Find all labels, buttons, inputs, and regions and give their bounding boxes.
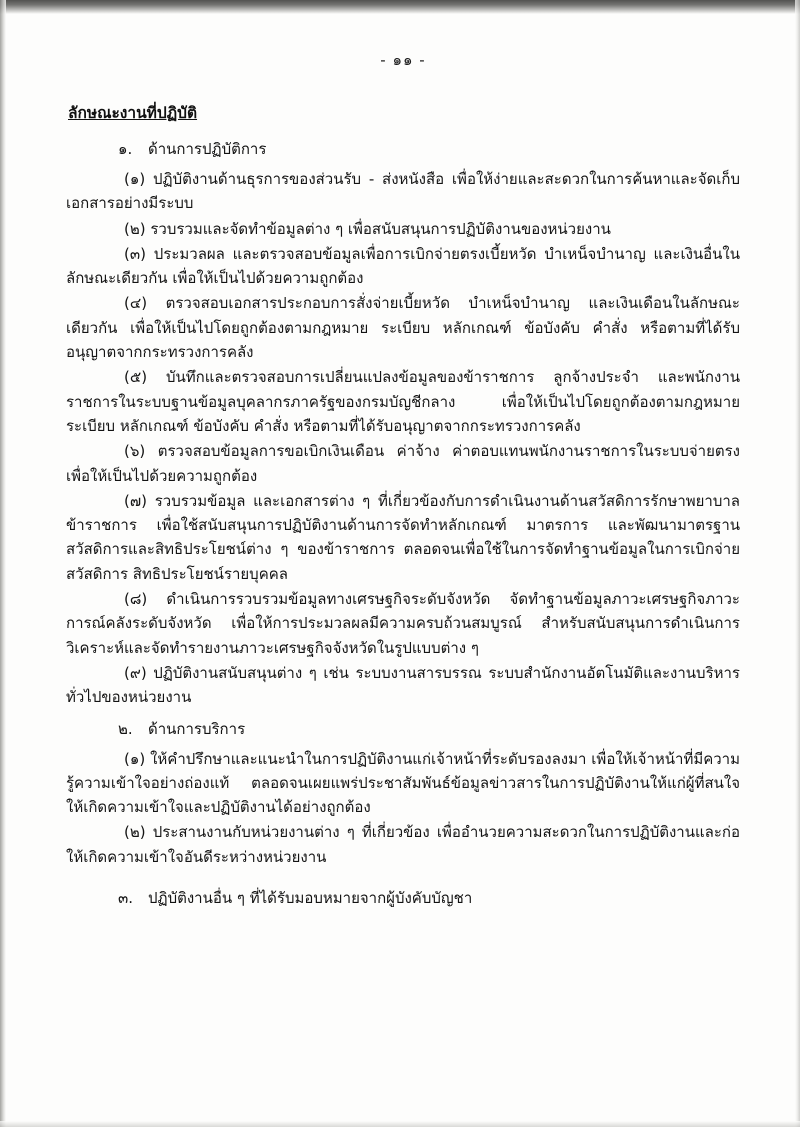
section-number: ๑. <box>118 140 133 158</box>
list-item: (๓) ประมวลผล และตรวจสอบข้อมูลเพื่อการเบิกจ่ายตรงเบี้ยหวัด บำเหน็จบำนาญ และเงินอื่นในลักษณะเดียวกัน เพื่อให้เป็นไปด้วยความถูกต้อง <box>66 244 740 288</box>
list-item: (๖) ตรวจสอบข้อมูลการขอเบิกเงินเดือน ค่าจ้าง ค่าตอบแทนพนักงานราชการในระบบจ่ายตรงเพื่อให้เป็นไปด้วยความถูกต้อง <box>66 442 740 485</box>
list-item: (๗) รวบรวมข้อมูล และเอกสารต่าง ๆ ที่เกี่ยวข้องกับการดำเนินงานด้านสวัสดิการรักษาพยาบาลข้าราชการ เพื่อใช้สนับสนุนการปฏิบัติงานด้านการจัดทำหลักเกณฑ์ มาตรการ และพัฒนามาตรฐานสวัสดิการและสิทธิประโยชน์ต่าง ๆ ของข้าราชการ ตลอดจนเพื่อใช้ในการจัดทำฐานข้อมูลในการเบิกจ่ายสวัสดิการ สิทธิประโยชน์รายบุคคล <box>66 491 740 583</box>
page-number: - ๑๑ - <box>380 51 426 69</box>
page-title: ลักษณะงานที่ปฏิบัติ <box>68 104 198 122</box>
section-header <box>66 137 740 161</box>
scan-edge-bottom <box>0 1121 800 1127</box>
list-item: (๑) ให้คำปรึกษาและแนะนำในการปฏิบัติงานแก่เจ้าหน้าที่ระดับรองลงมา เพื่อให้เจ้าหน้าที่มีความรู้ความเข้าใจอย่างถ่องแท้ ตลอดจนเผยแพร่ประชาสัมพันธ์ข้อมูลข่าวสารในการปฏิบัติงานให้แก่ผู้ที่สนใจให้เกิดความเข้าใจและปฏิบัติงานได้อย่างถูกต้อง <box>66 749 740 817</box>
scan-edge-left <box>0 0 6 1127</box>
list-item: (๕) บันทึกและตรวจสอบการเปลี่ยนแปลงข้อมูลของข้าราชการ ลูกจ้างประจำ และพนักงานราชการในระบบฐานข้อมูลบุคลากรภาครัฐของกรมบัญชีกลาง เพื่อให้เป็นไปโดยถูกต้องตามกฎหมาย ระเบียบ หลักเกณฑ์ ข้อบังคับ คำสั่ง หรือตามที่ได้รับอนุญาตจากกระทรวงการคลัง <box>66 368 740 435</box>
spacer <box>66 870 740 876</box>
scan-edge-right <box>795 0 800 1127</box>
document-content <box>66 48 740 1087</box>
section-title: ด้านการบริการ <box>148 719 246 738</box>
list-item: (๙) ปฏิบัติงานสนับสนุนต่าง ๆ เช่น ระบบงานสารบรรณ ระบบสำนักงานอัตโนมัติและงานบริหารทั่วไปของหน่วยงาน <box>66 663 740 707</box>
list-item: (๒) ประสานงานกับหน่วยงานต่าง ๆ ที่เกี่ยวข้อง เพื่ออำนวยความสะดวกในการปฏิบัติงานและก่อให้เกิดความเข้าใจอันดีระหว่างหน่วยงาน <box>66 823 740 866</box>
section-header <box>66 886 740 910</box>
list-item: (๒) รวบรวมและจัดทำข้อมูลต่าง ๆ เพื่อสนับสนุนการปฏิบัติงานของหน่วยงาน <box>124 219 611 238</box>
section-title: ปฏิบัติงานอื่น ๆ ที่ได้รับมอบหมายจากผู้บังคับบัญชา <box>148 889 473 908</box>
section-header <box>66 717 740 741</box>
section-title: ด้านการปฏิบัติการ <box>148 140 267 158</box>
list-item: (๔) ตรวจสอบเอกสารประกอบการสั่งจ่ายเบี้ยหวัด บำเหน็จบำนาญ และเงินเดือนในลักษณะเดียวกัน เพื่อให้เป็นไปโดยถูกต้องตามกฎหมาย ระเบียบ หลักเกณฑ์ ข้อบังคับ คำสั่ง หรือตามที่ได้รับอนุญาตจากกระทรวงการคลัง <box>66 294 740 362</box>
section-number: ๓. <box>118 889 134 908</box>
section-number: ๒. <box>118 719 133 738</box>
list-item: (๑) ปฏิบัติงานด้านธุรการของส่วนรับ - ส่งหนังสือ เพื่อให้ง่ายและสะดวกในการค้นหาและจัดเก็บเอกสารอย่างมีระบบ <box>66 170 740 213</box>
list-item: (๘) ดำเนินการรวบรวมข้อมูลทางเศรษฐกิจระดับจังหวัด จัดทำฐานข้อมูลภาวะเศรษฐกิจภาวะการณ์คลังระดับจังหวัด เพื่อให้การประมวลผลมีความครบถ้วนสมบูรณ์ สำหรับสนับสนุนการดำเนินการวิเคราะห์และจัดทำรายงานภาวะเศรษฐกิจจังหวัดในรูปแบบต่าง ๆ <box>66 590 740 657</box>
scan-edge-top <box>0 0 800 14</box>
